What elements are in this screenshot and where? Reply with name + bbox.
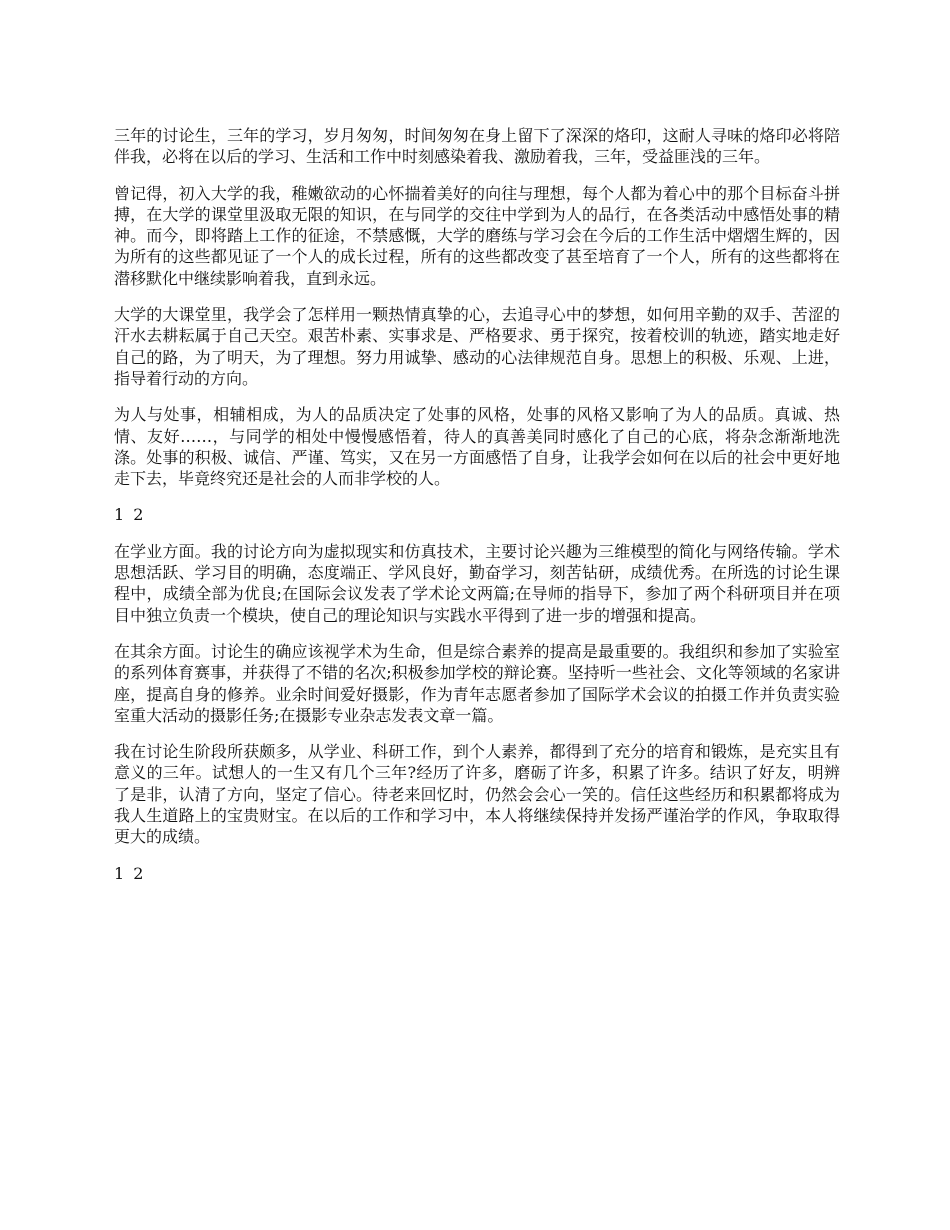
paragraph-three-years: 三年的讨论生，三年的学习，岁月匆匆，时间匆匆在身上留下了深深的烙印，这耐人寻味的烙印必将陪伴我，必将在以后的学习、生活和工作中时刻感染着我、激励着我，三年，受益匪浅的三年。 bbox=[114, 126, 840, 167]
paragraph-other-aspects: 在其余方面。讨论生的确应该视学术为生命，但是综合素养的提高是最重要的。我组织和参加了实验室的系列体育赛事，并获得了不错的名次;积极参加学校的辩论赛。坚持听一些社会、文化等领域的名家讲座，提高自身的修养。业余时间爱好摄影，作为青年志愿者参加了国际学术会议的拍摄工作并负责实验室重大活动的摄影任务;在摄影专业杂志发表文章一篇。 bbox=[114, 641, 840, 725]
paragraph-conduct: 为人与处事，相辅相成，为人的品质决定了处事的风格，处事的风格又影响了为人的品质。真诚、热情、友好……，与同学的相处中慢慢感悟着，待人的真善美同时感化了自己的心底，将杂念渐渐地洗涤。处事的积极、诚信、严谨、笃实，又在另一方面感悟了自身，让我学会如何在以后的社会中更好地走下去，毕竟终究还是社会的人而非学校的人。 bbox=[114, 405, 840, 489]
document-page bbox=[114, 125, 840, 899]
page-number: 1 2 bbox=[114, 505, 146, 525]
paragraph-academics: 在学业方面。我的讨论方向为虚拟现实和仿真技术，主要讨论兴趣为三维模型的简化与网络传输。学术思想活跃、学习目的明确，态度端正、学风良好，勤奋学习，刻苦钻研，成绩优秀。在所选的讨论生课程中，成绩全部为优良;在国际会议发表了学术论文两篇;在导师的指导下，参加了两个科研项目并在项目中独立负责一个模块，使自己的理论知识与实践水平得到了进一步的增强和提高。 bbox=[114, 541, 840, 625]
paragraph-university-classroom: 大学的大课堂里，我学会了怎样用一颗热情真挚的心，去追寻心中的梦想，如何用辛勤的双手、苦涩的汗水去耕耘属于自己天空。艰苦朴素、实事求是、严格要求、勇于探究，按着校训的轨迹，踏实地走好自己的路，为了明天，为了理想。努力用诚挚、感动的心法律规范自身。思想上的积极、乐观、上进，指导着行动的方向。 bbox=[114, 305, 840, 388]
paragraph-summary: 我在讨论生阶段所获颇多，从学业、科研工作，到个人素养，都得到了充分的培育和锻炼，是充实且有意义的三年。试想人的一生又有几个三年?经历了许多，磨砺了许多，积累了许多。结识了好友，明辨了是非，认清了方向，坚定了信心。待老来回忆时，仍然会会心一笑的。信任这些经历和积累都将成为我人生道路上的宝贵财宝。在以后的工作和学习中，本人将继续保持并发扬严谨治学的作风，争取取得更大的成绩。 bbox=[114, 742, 840, 847]
page-number: 1 2 bbox=[114, 863, 146, 883]
paragraph-remember-university: 曾记得，初入大学的我，稚嫩欲动的心怀揣着美好的向往与理想，每个人都为着心中的那个目标奋斗拼搏，在大学的课堂里汲取无限的知识，在与同学的交往中学到为人的品行，在各类活动中感悟处事的精神。而今，即将踏上工作的征途，不禁感慨，大学的磨练与学习会在今后的工作生活中熠熠生辉的，因为所有的这些都见证了一个人的成长过程，所有的这些都改变了甚至培育了一个人，所有的这些都将在潜移默化中继续影响着我，直到永远。 bbox=[114, 183, 840, 288]
